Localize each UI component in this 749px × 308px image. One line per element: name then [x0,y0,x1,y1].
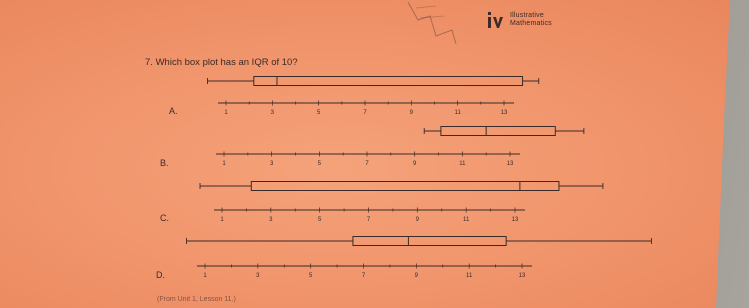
option-b-tick-label: 1 [222,161,226,167]
option-a-tick-label: 7 [363,110,367,116]
option-b-iqr-box [441,127,555,136]
option-d-tick-label: 9 [414,273,419,279]
option-label-a[interactable]: A. [169,106,178,116]
option-a-tick-label: 1 [224,110,228,116]
option-d-tick-label: 1 [203,273,207,279]
option-c-tick-label: 9 [415,217,420,223]
option-a-tick-label: 5 [316,110,321,116]
question-number: 7. [145,57,153,68]
option-a-tick-label: 11 [454,110,461,116]
option-c-tick-label: 5 [317,217,322,223]
option-b-tick-label: 9 [412,161,417,167]
logo-line-2: Mathematics [510,20,552,27]
option-b-tick-label: 7 [365,161,369,167]
option-label-c[interactable]: C. [160,213,169,223]
option-a-tick-label: 3 [270,110,275,116]
logo-line-1: Illustrative [510,12,544,19]
option-b-tick-label: 13 [506,161,514,167]
option-d-tick-label: 3 [256,273,260,279]
question-text: Which box plot has an IQR of 10? [155,57,298,68]
footer-reference: (From Unit 1, Lesson 11.) [157,296,236,303]
option-a-tick-label: 13 [500,110,508,116]
option-c-tick-label: 3 [269,217,273,223]
option-d-tick-label: 11 [466,273,473,279]
option-a-tick-label: 9 [409,110,414,116]
option-b-tick-label: 11 [459,161,466,167]
option-d-tick-label: 13 [518,273,526,279]
option-d-iqr-box [353,237,506,246]
option-c-tick-label: 1 [220,217,224,223]
option-b-tick-label: 3 [269,161,274,167]
option-d-tick-label: 5 [308,273,313,279]
option-d-tick-label: 7 [361,273,366,279]
option-c-tick-label: 13 [511,217,519,223]
option-label-b[interactable]: B. [160,158,169,168]
option-c-iqr-box [251,182,559,191]
option-a-iqr-box [254,77,523,86]
option-b-tick-label: 5 [317,161,322,167]
option-c-tick-label: 7 [366,217,371,223]
option-c-tick-label: 11 [463,217,470,223]
option-label-d[interactable]: D. [156,270,165,280]
